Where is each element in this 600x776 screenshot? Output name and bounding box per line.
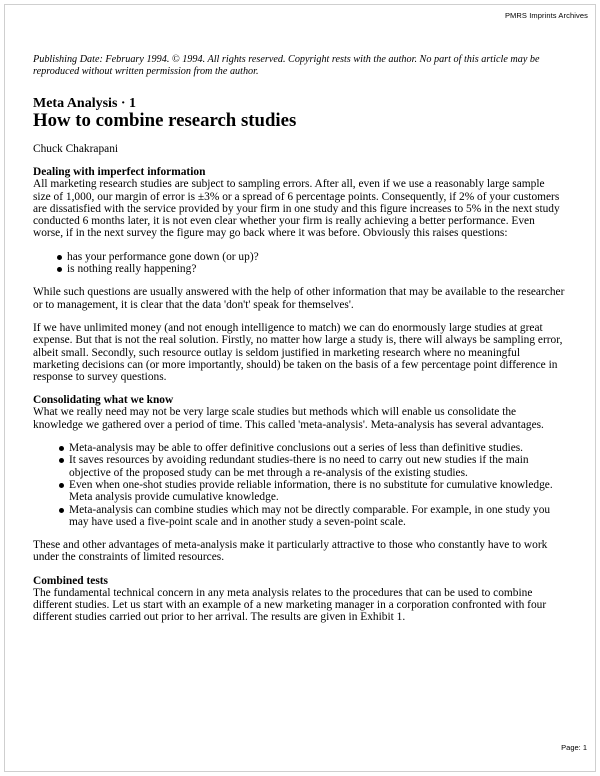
section-heading-consolidating: Consolidating what we know — [33, 394, 174, 407]
bullet-list — [33, 442, 565, 528]
paragraph: All marketing research studies are subject to sampling errors. After all, even if we use a reasonably large sample size of 1,000, our margin of error is ±3% or a spread of 6 percentage points. Consequently, if 2% of your customers are dissatisfied with the service provided by your firm in one study and this figure increases to 5% in the next study conducted 6 months later, it is not even clear whether your firm is really achieving a better performance. Even worse, if in the next survey the figure may go back where it was before. Obviously this raises questions: — [33, 178, 560, 240]
section-heading-combined-tests: Combined tests — [33, 574, 108, 587]
publishing-note: Publishing Date: February 1994. © 1994. All rights reserved. Copyright rests with the author. No part of this article may be reproduced without written permission from the author. — [33, 54, 540, 77]
paragraph: What we really need may not be very large scale studies but methods which will enable us consolidate the knowledge we gathered over a period of time. This called 'meta-analysis'. Meta-analysis has several advantages. — [33, 406, 544, 431]
article-author: Chuck Chakrapani — [33, 143, 119, 155]
list-item: Meta-analysis may be able to offer definitive conclusions out a series of less than definitive studies. — [69, 442, 565, 454]
list-item: It saves resources by avoiding redundant studies-there is no need to carry out new studies if the main objective of the proposed study can be met through a re-analysis of the existing studies. — [69, 454, 565, 479]
paragraph: The fundamental technical concern in any meta analysis relates to the procedures that can be used to combine different studies. Let us start with an example of a new marketing manager in a corporation confronted with four different studies carried out prior to her arrival. The results are given in Exhibit 1. — [33, 586, 547, 624]
page-number: Page: 1 — [561, 743, 587, 752]
article-title: How to combine research studies — [33, 110, 297, 131]
list-item: Meta-analysis can combine studies which may not be directly comparable. For example, in one study you may have used a five-point scale and in another study a seven-point scale. — [69, 504, 565, 529]
paragraph: While such questions are usually answered with the help of other information that may be available to the researcher or to management, it is clear that the data 'don't' speak for themselves'. — [33, 286, 565, 311]
paragraph: These and other advantages of meta-analysis make it particularly attractive to those who constantly have to work under the constraints of limited resources. — [33, 539, 548, 564]
archive-header: PMRS Imprints Archives — [504, 11, 588, 20]
list-item: is nothing really happening? — [67, 263, 565, 275]
list-item: Even when one-shot studies provide reliable information, there is no substitute for cumulative knowledge. Meta analysis provide cumulative knowledge. — [69, 479, 565, 504]
article-series: Meta Analysis · 1 — [33, 96, 137, 111]
document-body — [33, 54, 565, 635]
bullet-list — [33, 251, 565, 276]
paragraph: If we have unlimited money (and not enough intelligence to match) we can do enormously large studies at great expense. But that is not the real solution. Firstly, no matter how large a study is, there will always be sampling error, albeit small. Secondly, such resource outlay is seldom justified in marketing research where no meaningful marketing decisions can (or more importantly, should) be taken on the basis of a few percentage point difference in response to survey questions. — [33, 321, 563, 384]
section-heading-imperfect-information: Dealing with imperfect information — [33, 166, 206, 179]
list-item: has your performance gone down (or up)? — [67, 251, 565, 263]
